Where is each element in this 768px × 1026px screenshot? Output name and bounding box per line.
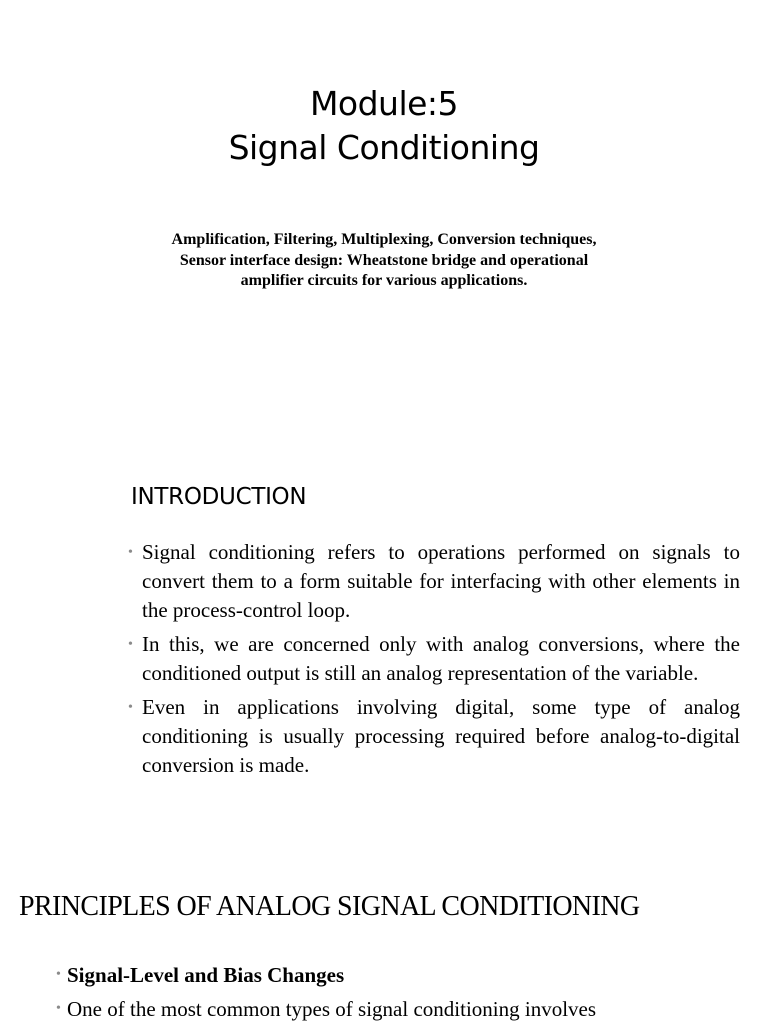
bullet-icon: • xyxy=(128,545,133,560)
module-topics-line: Sensor interface design: Wheatstone bridge and operational xyxy=(179,251,589,269)
introduction-bullet-list xyxy=(128,538,740,785)
module-topics-line: amplifier circuits for various applications. xyxy=(240,272,528,289)
bullet-icon: • xyxy=(128,637,133,652)
slide-module-title xyxy=(0,0,768,420)
module-topics xyxy=(110,230,658,292)
bullet-text: Signal conditioning refers to operations performed on signals to convert them to a form suitable for interfacing with other elements in the process-control loop. xyxy=(142,540,740,622)
bullet-text: In this, we are concerned only with analog conversions, where the conditioned output is still an analog representation of the variable. xyxy=(142,632,740,685)
list-item xyxy=(56,992,746,1026)
bullet-icon: • xyxy=(56,967,61,982)
list-item xyxy=(56,958,746,992)
module-title xyxy=(0,82,768,170)
bullet-text: Signal-Level and Bias Changes xyxy=(67,963,345,987)
introduction-heading: INTRODUCTION xyxy=(131,484,307,510)
list-item xyxy=(128,630,740,688)
principles-heading: PRINCIPLES OF ANALOG SIGNAL CONDITIONING xyxy=(19,891,640,922)
principles-bullet-list xyxy=(56,958,746,1026)
bullet-icon: • xyxy=(128,700,133,715)
slide-principles xyxy=(0,840,768,1024)
module-topics-line: Amplification, Filtering, Multiplexing, Conversion techniques, xyxy=(171,231,597,248)
bullet-text: One of the most common types of signal conditioning involves xyxy=(67,997,597,1021)
bullet-icon: • xyxy=(56,1001,61,1016)
module-number: Module:5 xyxy=(309,84,459,123)
list-item xyxy=(128,538,740,625)
module-name: Signal Conditioning xyxy=(228,128,540,167)
bullet-text: Even in applications involving digital, some type of analog conditioning is usually processing required before analog-to-digital conversion is made. xyxy=(142,695,740,777)
list-item xyxy=(128,693,740,780)
slide-introduction xyxy=(0,420,768,840)
